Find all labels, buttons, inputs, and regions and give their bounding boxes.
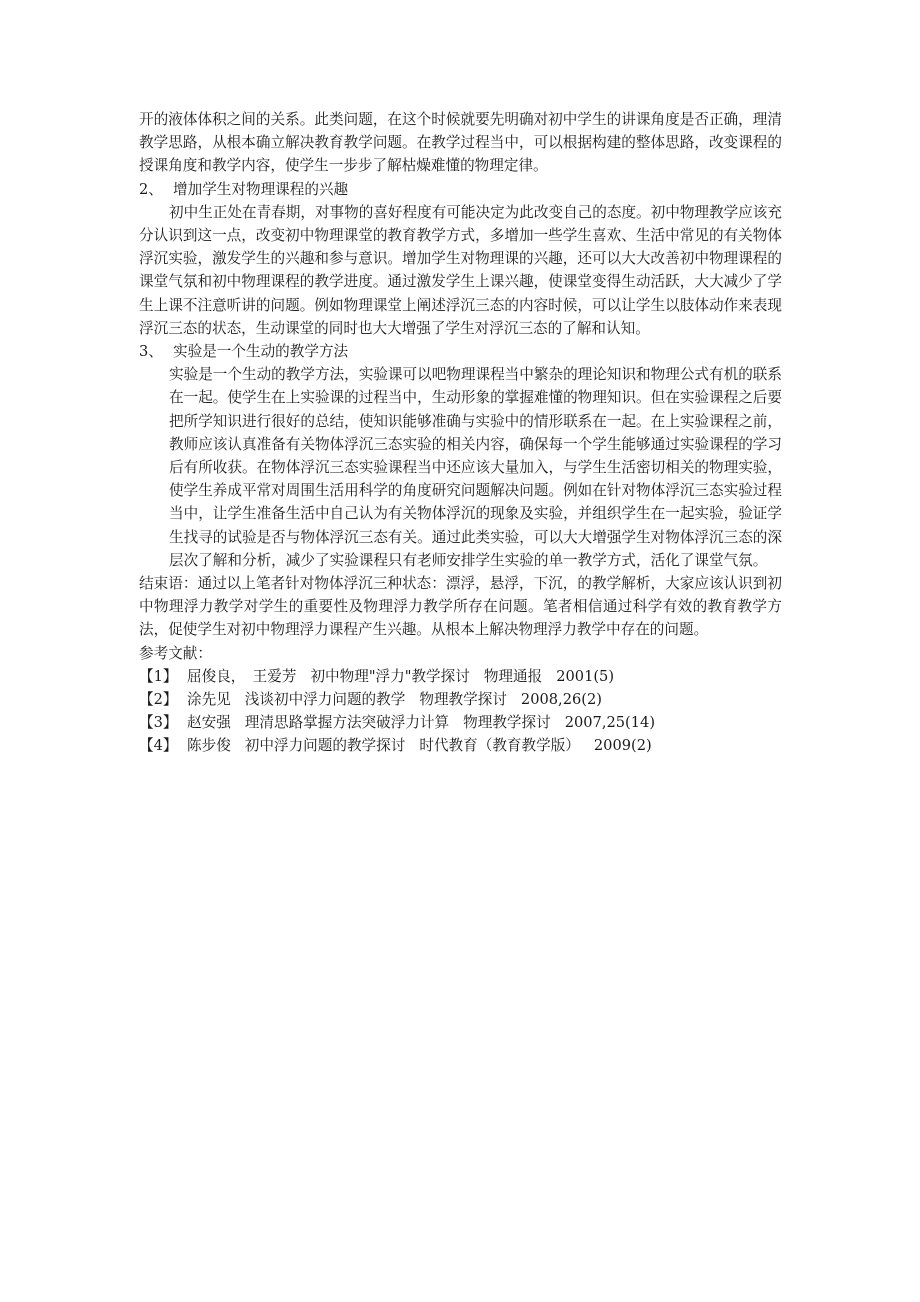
document-page <box>139 108 782 758</box>
reference-issue: 2009(2) <box>593 737 652 755</box>
section-number: 2、 <box>139 180 163 198</box>
reference-index: 【4】 <box>139 737 178 755</box>
reference-item <box>139 734 782 757</box>
reference-item <box>139 665 782 688</box>
reference-item <box>139 711 782 734</box>
reference-authors: 屈俊良， 王爱芳 <box>187 667 297 685</box>
reference-index: 【1】 <box>139 667 178 685</box>
reference-authors: 赵安强 <box>187 714 231 732</box>
section-title: 增加学生对物理课程的兴趣 <box>173 180 349 198</box>
reference-title: 初中物理"浮力"教学探讨 <box>310 667 470 685</box>
intro-paragraph: 开的液体体积之间的关系。此类问题，在这个时候就要先明确对初中学生的讲课角度是否正确，理清教学思路，从根本确立解决教育教学问题。在教学过程当中，可以根据构建的整体思路，改变课程的授课角度和教学内容，使学生一步步了解枯燥难懂的物理定律。 <box>139 111 782 175</box>
reference-issue: 2001(5) <box>556 667 615 685</box>
references-heading: 参考文献： <box>139 644 212 662</box>
conclusion-paragraph: 结束语：通过以上笔者针对物体浮沉三种状态：漂浮，悬浮，下沉，的教学解析，大家应该认识到初中物理浮力教学对学生的重要性及物理浮力教学所存在问题。笔者相信通过科学有效的教育教学方法，促使学生对初中物理浮力课程产生兴趣。从根本上解决物理浮力教学中存在的问题。 <box>139 575 782 639</box>
reference-issue: 2007,25(14) <box>564 714 656 732</box>
reference-authors: 陈步俊 <box>187 737 231 755</box>
reference-title: 理清思路掌握方法突破浮力计算 <box>244 714 450 732</box>
section-title: 实验是一个生动的教学方法 <box>173 343 349 361</box>
reference-issue: 2008,26(2) <box>520 691 602 709</box>
section-body-2: 初中生正处在青春期，对事物的喜好程度有可能决定为此改变自己的态度。初中物理教学应该充分认识到这一点，改变初中物理课堂的教育教学方式，多增加一些学生喜欢、生活中常见的有关物体浮沉实验，激发学生的兴趣和参与意识。增加学生对物理课的兴趣，还可以大大改善初中物理课程的课堂气氛和初中物理课程的教学进度。通过激发学生上课兴趣，使课堂变得生动活跃，大大减少了学生上课不注意听讲的问题。例如物理课堂上阐述浮沉三态的内容时候，可以让学生以肢体动作来表现浮沉三态的状态，生动课堂的同时也大大增强了学生对浮沉三态的了解和认知。 <box>139 203 782 337</box>
section-heading-3 <box>139 340 782 363</box>
section-body-3: 实验是一个生动的教学方法，实验课可以吧物理课程当中繁杂的理论知识和物理公式有机的联系在一起。使学生在上实验课的过程当中，生动形象的掌握难懂的物理知识。但在实验课程之后要把所学知识进行很好的总结，使知识能够准确与实验中的情形联系在一起。在上实验课程之前，教师应该认真准备有关物体浮沉三态实验的相关内容，确保每一个学生能够通过实验课程的学习后有所收获。在物体浮沉三态实验课程当中还应该大量加入，与学生生活密切相关的物理实验，使学生养成平常对周围生活用科学的角度研究问题解决问题。例如在针对物体浮沉三态实验过程当中，让学生准备生活中自己认为有关物体浮沉的现象及实验，并组织学生在一起实验，验证学生找寻的试验是否与物体浮沉三态有关。通过此类实验，可以大大增强学生对物体浮沉三态的深层次了解和分析，减少了实验课程只有老师安排学生实验的单一教学方式，活化了课堂气氛。 <box>169 366 782 569</box>
section-heading-2 <box>139 178 782 201</box>
reference-title: 初中浮力问题的教学探讨 <box>244 737 406 755</box>
reference-index: 【2】 <box>139 691 178 709</box>
reference-title: 浅谈初中浮力问题的教学 <box>244 691 406 709</box>
reference-journal: 物理教学探讨 <box>419 691 507 709</box>
reference-item <box>139 688 782 711</box>
section-number: 3、 <box>139 343 163 361</box>
reference-authors: 涂先见 <box>187 691 231 709</box>
reference-index: 【3】 <box>139 714 178 732</box>
reference-journal: 时代教育（教育教学版） <box>419 737 580 755</box>
reference-journal: 物理教学探讨 <box>463 714 551 732</box>
reference-journal: 物理通报 <box>483 667 543 685</box>
